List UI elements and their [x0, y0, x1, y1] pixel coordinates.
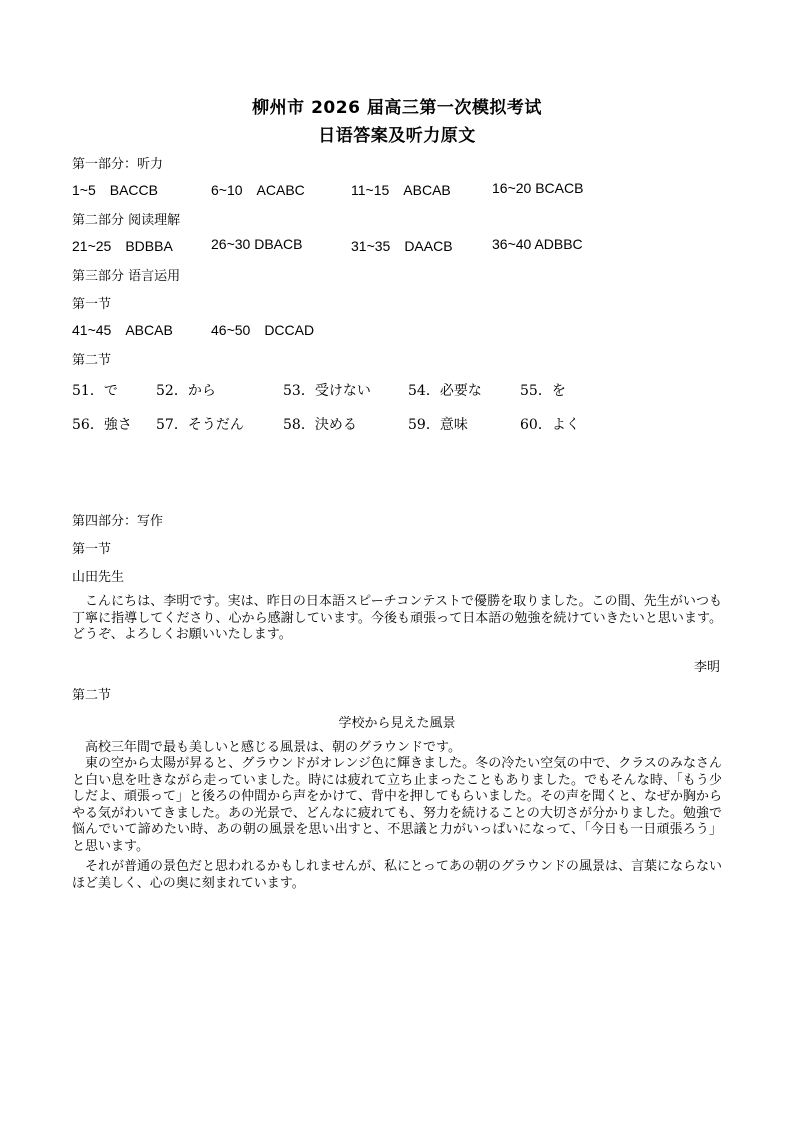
fill-in-row	[72, 414, 722, 434]
essay-paragraph: それが普通の景色だと思われるかもしれませんが、私にとってあの朝のグラウンドの風景は、言葉にならないほど美しく、心の奥に刻まれています。	[72, 859, 722, 891]
answer-group: 36~40 ADBBC	[492, 236, 583, 252]
fill-answer: 60．よく	[520, 417, 580, 433]
part2-label: 第二部分 阅读理解	[72, 213, 181, 228]
page-subtitle: 日语答案及听力原文	[318, 126, 476, 146]
part1-label: 第一部分：听力	[72, 157, 164, 172]
answer-group: 26~30 DBACB	[211, 236, 303, 252]
fill-answer: 53．受けない	[283, 383, 371, 399]
answer-group: 46~50 DCCAD	[211, 322, 315, 338]
essay-paragraph: 高校三年間で最も美しいと感じる風景は、朝のグラウンドです。	[85, 740, 461, 755]
fill-in-row	[72, 380, 722, 400]
fill-answer: 52．から	[156, 383, 216, 399]
fill-answer: 54．必要な	[408, 383, 482, 399]
answer-group: 6~10 ACABC	[211, 182, 305, 198]
part4-label: 第四部分：写作	[72, 514, 164, 529]
answer-group: 31~35 DAACB	[351, 238, 453, 254]
part1-answers	[72, 180, 722, 200]
answer-group: 11~15 ABCAB	[351, 182, 451, 198]
fill-answer: 58．決める	[283, 417, 357, 433]
letter-salutation: 山田先生	[72, 570, 125, 585]
essay-title: 学校から見えた風景	[338, 716, 456, 731]
letter-body: こんにちは、李明です。実は、昨日の日本語スピーチコンテストで優勝を取りました。この間、先生がいつも丁寧に指導してくださり、心から感謝しています。今後も頑張って日本語の勉強を続けていきたいと思います。どうぞ、よろしくお願いいたします。	[72, 594, 722, 642]
letter-signature: 李明	[693, 660, 720, 675]
fill-answer: 51．で	[72, 383, 118, 399]
answer-group: 1~5 BACCB	[72, 182, 158, 198]
fill-answer: 56．強さ	[72, 417, 132, 433]
part3-label: 第三部分 语言运用	[72, 269, 181, 284]
part3-section2-label: 第二节	[72, 353, 112, 368]
fill-answer: 55．を	[520, 383, 566, 399]
part4-section1-label: 第一节	[72, 542, 112, 557]
answer-group: 41~45 ABCAB	[72, 322, 173, 338]
part3-section1-label: 第一节	[72, 297, 112, 312]
fill-answer: 57．そうだん	[156, 417, 244, 433]
essay-paragraph: 東の空から太陽が昇ると、グラウンドがオレンジ色に輝きました。冬の冷たい空気の中で、クラスのみなさんと白い息を吐きながら走っていました。時には疲れて立ち止まったこともありました。でもそんな時、「もう少しだよ、頑張って」と後ろの仲間から声をかけて、背中を押してもらいました。その声を聞くと、なぜか胸からやる気がわいてきました。あの光景で、どんなに疲れても、努力を続けることの大切さが分かりました。勉強で悩んでいて諦めたい時、あの朝の風景を思い出すと、不思議と力がいっぱいになって、「今日も一日頑張ろう」と思います。	[72, 756, 722, 854]
fill-answer: 59．意味	[408, 417, 468, 433]
part4-section2-label: 第二节	[72, 688, 112, 703]
page-title: 柳州市 2026 届高三第一次模拟考试	[252, 98, 542, 118]
part2-answers	[72, 236, 722, 256]
answer-group: 16~20 BCACB	[492, 180, 584, 196]
answer-group: 21~25 BDBBA	[72, 238, 173, 254]
part3-section1-answers	[72, 320, 722, 340]
